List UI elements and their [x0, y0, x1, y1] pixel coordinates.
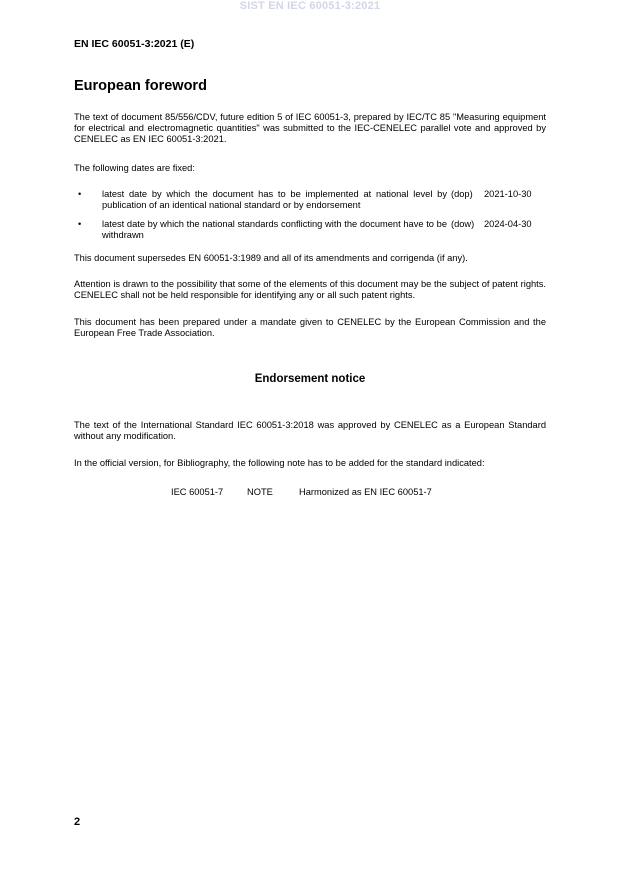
watermark: SIST EN IEC 60051-3:2021 [239, 0, 381, 12]
foreword-paragraph-3: This document supersedes EN 60051-3:1989 and all of its amendments and corrigenda (if any). [74, 253, 468, 263]
date-item-date: 2021-10-30 [484, 189, 532, 199]
bibliography-standard: IEC 60051-7 [171, 487, 224, 497]
date-item-code: (dop) [451, 189, 473, 199]
foreword-title: European foreword [74, 78, 207, 94]
endorsement-paragraph-1: The text of the International Standard IEC 60051-3:2018 was approved by CENELEC as a European Standard without any modification. [74, 420, 546, 441]
bullet-icon: • [78, 219, 82, 229]
foreword-paragraph-2: The following dates are fixed: [74, 163, 195, 173]
page-number: 2 [74, 816, 81, 828]
foreword-paragraph-1: The text of document 85/556/CDV, future edition 5 of IEC 60051-3, prepared by IEC/TC 85 "Measuring equipment for electrical and electromagnetic quantities" was submitted to the IEC-CENELEC parallel vote and approved by CENELEC as EN IEC 60051-3:2021. [74, 112, 546, 144]
date-item-date: 2024-04-30 [484, 219, 532, 229]
date-item-text: latest date by which the document has to be implemented at national level by publication of an identical national standard or by endorsement [102, 189, 447, 210]
date-item-code: (dow) [451, 219, 475, 229]
bibliography-note-text: Harmonized as EN IEC 60051-7 [299, 487, 432, 497]
date-item-text: latest date by which the national standards conflicting with the document have to be withdrawn [102, 219, 447, 240]
bibliography-note-label: NOTE [247, 487, 273, 497]
endorsement-title: Endorsement notice [254, 373, 366, 385]
foreword-paragraph-4: Attention is drawn to the possibility that some of the elements of this document may be the subject of patent rights. CENELEC shall not be held responsible for identifying any or all such patent rights. [74, 279, 546, 300]
foreword-paragraph-5: This document has been prepared under a mandate given to CENELEC by the European Commission and the European Free Trade Association. [74, 317, 546, 338]
endorsement-paragraph-2: In the official version, for Bibliography, the following note has to be added for the standard indicated: [74, 458, 485, 468]
bullet-icon: • [78, 189, 82, 199]
document-id-header: EN IEC 60051-3:2021 (E) [74, 38, 195, 50]
